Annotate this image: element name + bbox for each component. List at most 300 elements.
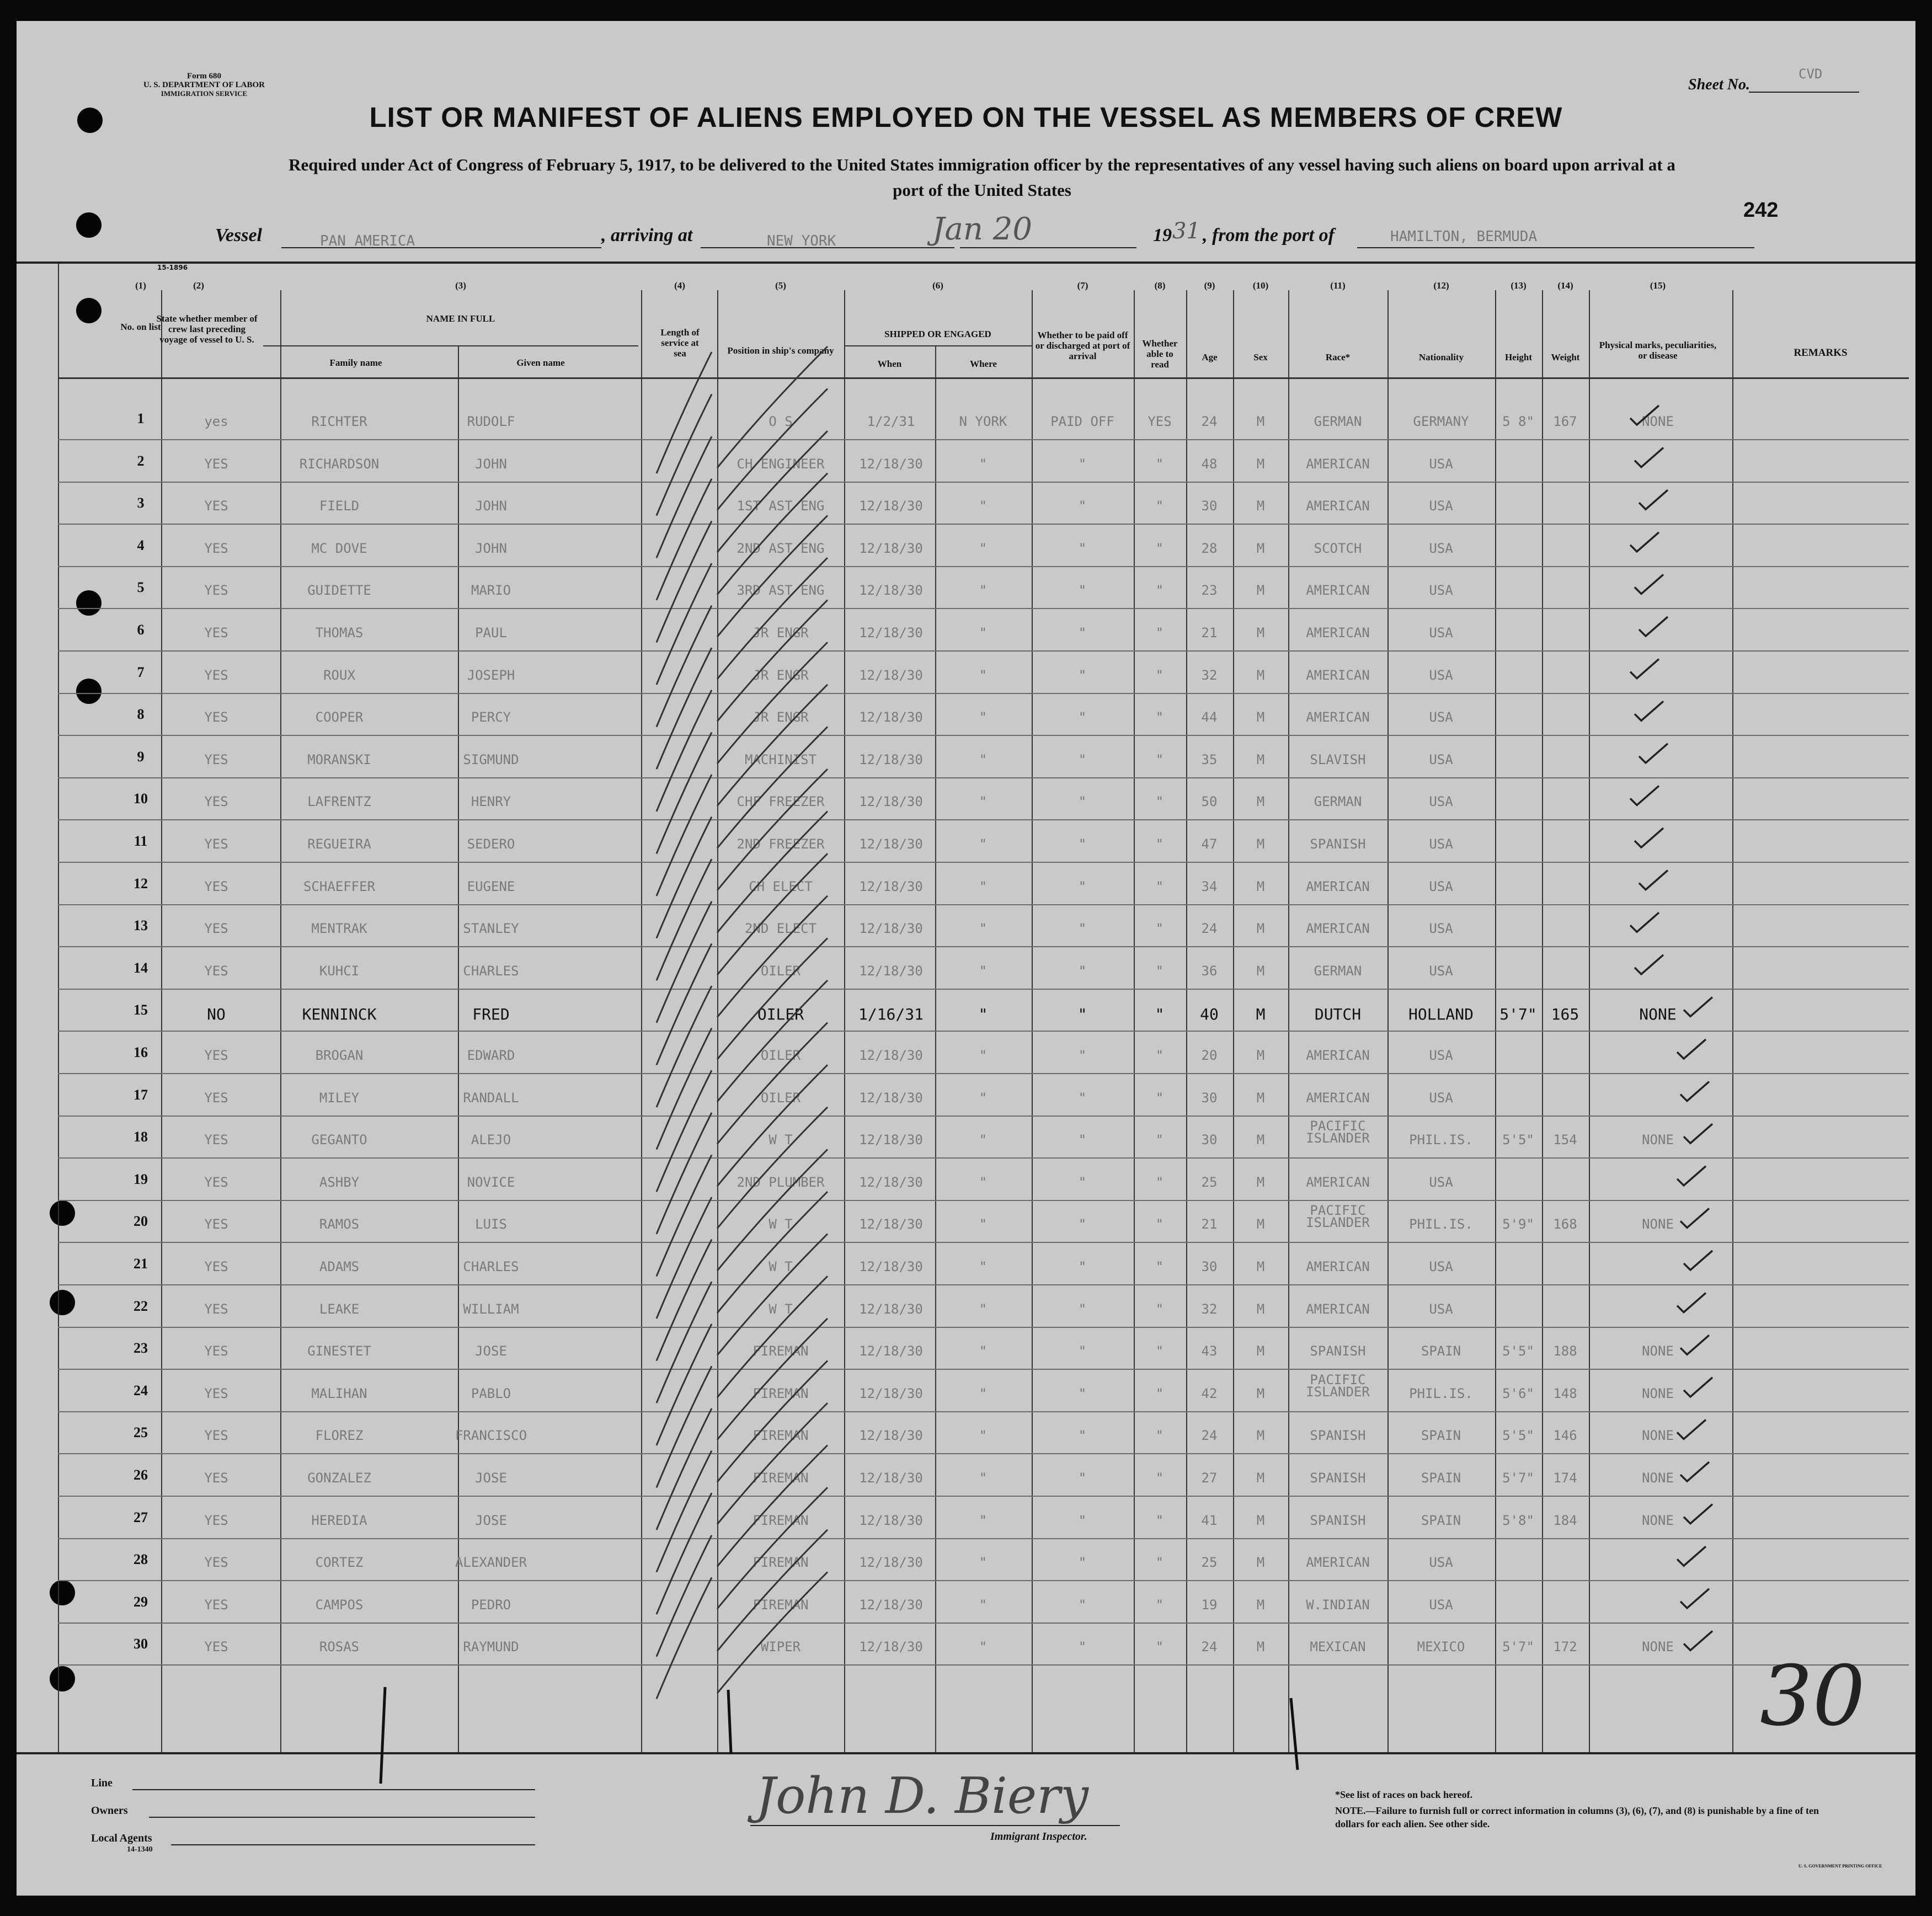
col5-label: Position in ship's company <box>727 345 834 356</box>
state-cell: YES <box>204 1597 228 1613</box>
family-name-cell: ASHBY <box>319 1174 360 1190</box>
owners-underline <box>149 1817 535 1818</box>
family-name-cell: MALIHAN <box>311 1385 367 1401</box>
state-cell: YES <box>204 1090 228 1106</box>
able-to-read-cell: " <box>1155 1470 1164 1486</box>
able-to-read-cell: " <box>1155 667 1164 683</box>
weight-cell: 184 <box>1553 1512 1577 1528</box>
nationality-cell: USA <box>1429 583 1453 599</box>
shipped-when-cell: 12/18/30 <box>859 1174 923 1190</box>
age-cell: 21 <box>1201 1216 1218 1232</box>
paid-off-cell: " <box>1078 1555 1087 1571</box>
row-number: 22 <box>134 1298 148 1314</box>
check-mark <box>1677 1039 1706 1059</box>
race-cell: AMERICAN <box>1306 1048 1370 1063</box>
position-cell: CHF FREEZER <box>736 794 825 810</box>
year-prefix: 19 <box>1153 225 1172 245</box>
given-name-cell: ALEXANDER <box>455 1555 527 1571</box>
year-suffix: 31 <box>1172 218 1200 244</box>
sex-cell: M <box>1256 836 1265 852</box>
given-name-cell: JOHN <box>475 540 507 556</box>
sex-cell: M <box>1256 1301 1265 1317</box>
manifest-sheet <box>17 21 1915 1896</box>
paid-off-cell: " <box>1078 836 1087 852</box>
agents-code: 14-1340 <box>127 1845 153 1854</box>
given-name-cell: CHARLES <box>463 1259 519 1274</box>
page-number: 242 <box>1743 199 1779 222</box>
physical-marks-cell: NONE <box>1642 1512 1674 1528</box>
race-cell: SPANISH <box>1310 1428 1366 1444</box>
race-cell: SPANISH <box>1310 836 1366 852</box>
paid-off-cell: " <box>1078 1259 1087 1274</box>
col15-number: (15) <box>1650 280 1666 291</box>
paid-off-cell: " <box>1078 1343 1087 1359</box>
nationality-cell: USA <box>1429 1555 1453 1571</box>
race-cell: AMERICAN <box>1306 878 1370 894</box>
state-cell: YES <box>204 709 228 725</box>
shipped-when-cell: 12/18/30 <box>859 1385 923 1401</box>
shipped-where-cell: " <box>979 836 988 852</box>
family-name-cell: THOMAS <box>315 625 364 641</box>
race-cell: GERMAN <box>1314 794 1362 810</box>
physical-marks-cell: NONE <box>1642 1132 1674 1148</box>
height-cell: 5'5" <box>1502 1132 1534 1148</box>
age-cell: 43 <box>1201 1343 1218 1359</box>
sex-cell: M <box>1256 1259 1265 1274</box>
sex-cell: M <box>1256 1216 1265 1232</box>
position-cell: 2ND PLUMBER <box>736 1174 825 1190</box>
able-to-read-cell: " <box>1155 583 1164 599</box>
age-cell: 32 <box>1201 1301 1218 1317</box>
shipped-where-cell: " <box>979 1343 988 1359</box>
state-cell: YES <box>204 1301 228 1317</box>
physical-marks-cell: NONE <box>1642 1470 1674 1486</box>
tally-mark <box>728 1690 731 1753</box>
shipped-where-cell: " <box>979 1385 988 1401</box>
col3-label: NAME IN FULL <box>426 313 495 324</box>
total-count: 30 <box>1760 1648 1865 1744</box>
height-cell: 5'8" <box>1502 1512 1534 1528</box>
sex-cell: M <box>1256 1174 1265 1190</box>
able-to-read-cell: " <box>1155 1174 1164 1190</box>
shipped-when-cell: 12/18/30 <box>859 1048 923 1063</box>
position-cell: FIREMAN <box>752 1385 809 1401</box>
family-name-cell: MILEY <box>319 1090 360 1106</box>
nationality-cell: USA <box>1429 625 1453 641</box>
position-cell: JR ENGR <box>752 667 809 683</box>
row-number: 26 <box>134 1467 148 1483</box>
race-cell: AMERICAN <box>1306 625 1370 641</box>
family-name-cell: RICHTER <box>311 414 367 429</box>
position-cell: CH ENGINEER <box>736 456 825 472</box>
nationality-cell: USA <box>1429 456 1453 472</box>
position-cell: FIREMAN <box>752 1597 809 1613</box>
row-number: 29 <box>134 1593 148 1610</box>
check-mark <box>1635 955 1663 974</box>
nationality-cell: SPAIN <box>1421 1343 1461 1359</box>
height-cell: 5'5" <box>1502 1343 1534 1359</box>
position-cell: OILER <box>760 1048 801 1063</box>
shipped-where-cell: N YORK <box>959 414 1007 429</box>
sex-cell: M <box>1256 414 1265 429</box>
col4-number: (4) <box>674 280 685 291</box>
arrival-date: Jan 20 <box>932 211 1032 247</box>
paid-off-cell: " <box>1078 1301 1087 1317</box>
page-title: LIST OR MANIFEST OF ALIENS EMPLOYED ON THE VESSEL AS MEMBERS OF CREW <box>369 102 1563 133</box>
row-number: 2 <box>137 452 145 469</box>
arriving-port: NEW YORK <box>767 233 836 249</box>
able-to-read-cell: " <box>1155 836 1164 852</box>
age-cell: 50 <box>1201 794 1218 810</box>
able-to-read-cell: " <box>1155 751 1164 767</box>
family-name-cell: MENTRAK <box>311 921 367 937</box>
state-cell: YES <box>204 625 228 641</box>
shipped-where-cell: " <box>979 1216 988 1232</box>
paid-off-cell: " <box>1078 751 1087 767</box>
nationality-cell: USA <box>1429 878 1453 894</box>
position-cell: JR ENGR <box>752 625 809 641</box>
race-cell: AMERICAN <box>1306 1301 1370 1317</box>
state-cell: YES <box>204 498 228 514</box>
family-name-cell: GUIDETTE <box>307 583 371 599</box>
paid-off-cell: PAID OFF <box>1050 414 1114 429</box>
able-to-read-cell: " <box>1155 1216 1164 1232</box>
check-mark <box>1635 828 1663 847</box>
check-mark <box>1677 1293 1706 1312</box>
race-cell: AMERICAN <box>1306 921 1370 937</box>
position-cell: OILER <box>760 963 801 979</box>
nationality-cell: USA <box>1429 1048 1453 1063</box>
shipped-where-cell: " <box>979 709 988 725</box>
row-number: 4 <box>137 537 145 553</box>
col11-label: Race* <box>1325 352 1351 362</box>
shipped-when-cell: 12/18/30 <box>859 1216 923 1232</box>
able-to-read-cell: " <box>1155 1090 1164 1106</box>
check-mark <box>1680 1082 1709 1101</box>
shipped-when-cell: 12/18/30 <box>859 583 923 599</box>
col2-number: (2) <box>193 280 204 291</box>
physical-marks-cell: NONE <box>1642 1216 1674 1232</box>
shipped-when-cell: 12/18/30 <box>859 1597 923 1613</box>
row-number: 3 <box>137 495 145 511</box>
state-cell: YES <box>204 1639 228 1655</box>
given-name-cell: STANLEY <box>463 921 519 937</box>
tally-mark <box>381 1687 385 1784</box>
sex-cell: M <box>1256 1048 1265 1063</box>
family-name-cell: MC DOVE <box>311 540 367 556</box>
state-cell: YES <box>204 583 228 599</box>
weight-cell: 174 <box>1553 1470 1577 1486</box>
position-cell: 2ND ELECT <box>744 921 817 937</box>
family-name-cell: RICHARDSON <box>299 456 380 472</box>
age-cell: 24 <box>1201 414 1218 429</box>
when-header: When <box>877 359 902 369</box>
row-number: 8 <box>137 706 145 723</box>
paid-off-cell: " <box>1078 1428 1087 1444</box>
shipped-when-cell: 12/18/30 <box>859 1132 923 1148</box>
shipped-where-cell: " <box>979 583 988 599</box>
paid-off-cell: " <box>1078 963 1087 979</box>
position-cell: FIREMAN <box>752 1555 809 1571</box>
given-name-cell: JOHN <box>475 456 507 472</box>
able-to-read-cell: " <box>1155 625 1164 641</box>
owners-label: Owners <box>91 1805 128 1817</box>
paid-off-cell: " <box>1078 1512 1087 1528</box>
check-mark <box>1684 1504 1712 1524</box>
shipped-where-cell: " <box>979 1174 988 1190</box>
race-cell: AMERICAN <box>1306 1259 1370 1274</box>
shipped-where-cell: " <box>979 1639 988 1655</box>
able-to-read-cell: " <box>1155 1555 1164 1571</box>
weight-cell: 172 <box>1553 1639 1577 1655</box>
shipped-where-cell: " <box>979 1090 988 1106</box>
position-cell: O S <box>768 414 793 429</box>
state-cell: NO <box>207 1005 226 1024</box>
row-number: 16 <box>134 1044 148 1060</box>
from-port: HAMILTON, BERMUDA <box>1390 228 1538 245</box>
given-name-cell: SIGMUND <box>463 751 519 767</box>
given-name-cell: PABLO <box>471 1385 511 1401</box>
position-cell: MACHINIST <box>744 751 817 767</box>
check-mark <box>1680 1208 1709 1227</box>
form-service: IMMIGRATION SERVICE <box>161 89 248 98</box>
paid-off-cell: " <box>1078 878 1087 894</box>
family-name-cell: LEAKE <box>319 1301 360 1317</box>
given-name-cell: PAUL <box>475 625 507 641</box>
col12-number: (12) <box>1433 280 1449 291</box>
shipped-when-cell: 12/18/30 <box>859 667 923 683</box>
able-to-read-cell: " <box>1155 1048 1164 1063</box>
able-to-read-cell: YES <box>1148 414 1172 429</box>
family-name-cell: REGUEIRA <box>307 836 371 852</box>
nationality-cell: USA <box>1429 498 1453 514</box>
able-to-read-cell: " <box>1155 498 1164 514</box>
able-to-read-cell: " <box>1155 709 1164 725</box>
family-name-header: Family name <box>329 357 382 368</box>
sex-cell: M <box>1256 583 1265 599</box>
row-number: 20 <box>134 1213 148 1230</box>
form-code: 15-1896 <box>157 264 188 271</box>
shipped-when-cell: 1/2/31 <box>867 414 915 429</box>
able-to-read-cell: " <box>1155 963 1164 979</box>
remarks-header: REMARKS <box>1794 347 1848 359</box>
age-cell: 34 <box>1201 878 1218 894</box>
row-number: 5 <box>137 579 145 596</box>
col11-number: (11) <box>1330 280 1346 291</box>
family-name-cell: CAMPOS <box>315 1597 364 1613</box>
state-cell: YES <box>204 1555 228 1571</box>
nationality-cell: SPAIN <box>1421 1470 1461 1486</box>
family-name-cell: ADAMS <box>319 1259 360 1274</box>
shipped-where-cell: " <box>979 498 988 514</box>
nationality-cell: USA <box>1429 1090 1453 1106</box>
check-mark <box>1677 1546 1706 1566</box>
shipped-when-cell: 12/18/30 <box>859 794 923 810</box>
col1-number: (1) <box>135 280 146 291</box>
shipped-when-cell: 12/18/30 <box>859 1090 923 1106</box>
age-cell: 24 <box>1201 1428 1218 1444</box>
row-number: 15 <box>134 1002 148 1018</box>
shipped-when-cell: 12/18/30 <box>859 1259 923 1274</box>
nationality-cell: HOLLAND <box>1408 1005 1474 1024</box>
sex-cell: M <box>1256 963 1265 979</box>
position-cell: FIREMAN <box>752 1428 809 1444</box>
race-cell: PACIFIC ISLANDER <box>1306 1203 1370 1231</box>
weight-cell: 148 <box>1553 1385 1577 1401</box>
col13-number: (13) <box>1511 280 1527 291</box>
col14-number: (14) <box>1557 280 1573 291</box>
age-cell: 44 <box>1201 709 1218 725</box>
able-to-read-cell: " <box>1155 1639 1164 1655</box>
paid-off-cell: " <box>1078 1470 1087 1486</box>
row-number: 30 <box>134 1636 148 1652</box>
sheet-value: CVD <box>1798 66 1823 82</box>
sex-cell: M <box>1256 921 1265 937</box>
col1-label: No. on list <box>120 322 161 332</box>
race-cell: AMERICAN <box>1306 667 1370 683</box>
paid-off-cell: " <box>1078 1132 1087 1148</box>
race-cell: DUTCH <box>1314 1005 1362 1024</box>
shipped-when-cell: 12/18/30 <box>859 1555 923 1571</box>
family-name-cell: KENNINCK <box>302 1005 377 1024</box>
agents-underline <box>171 1844 535 1845</box>
row-number: 28 <box>134 1551 148 1568</box>
race-cell: W.INDIAN <box>1306 1597 1370 1613</box>
row-number: 17 <box>134 1086 148 1103</box>
penalty-note: NOTE.—Failure to furnish full or correct information in columns (3), (6), (7), and (8) is punishable by a fine of ten dollars for each alien. See other side. <box>1335 1805 1819 1829</box>
check-mark <box>1680 1462 1709 1481</box>
nationality-cell: USA <box>1429 921 1453 937</box>
family-name-cell: RAMOS <box>319 1216 360 1232</box>
height-cell: 5'7" <box>1499 1005 1537 1024</box>
race-cell: PACIFIC ISLANDER <box>1306 1371 1370 1400</box>
paid-off-cell: " <box>1078 1385 1087 1401</box>
given-name-cell: PERCY <box>471 709 511 725</box>
row-number: 11 <box>134 833 148 849</box>
pen-marks <box>17 21 1915 1896</box>
shipped-when-cell: 12/18/30 <box>859 751 923 767</box>
height-cell: 5'9" <box>1502 1216 1534 1232</box>
family-name-cell: ROSAS <box>319 1639 360 1655</box>
position-cell: W T <box>768 1216 793 1232</box>
age-cell: 30 <box>1201 1259 1218 1274</box>
state-cell: YES <box>204 1048 228 1063</box>
col5-number: (5) <box>775 280 786 291</box>
row-number: 9 <box>137 748 145 765</box>
col14-label: Weight <box>1551 352 1580 362</box>
sex-cell: M <box>1256 1555 1265 1571</box>
nationality-cell: USA <box>1429 751 1453 767</box>
row-number: 13 <box>134 917 148 934</box>
sex-cell: M <box>1256 1385 1265 1401</box>
sex-cell: M <box>1256 1512 1265 1528</box>
shipped-when-cell: 12/18/30 <box>859 836 923 852</box>
position-cell: JR ENGR <box>752 709 809 725</box>
paid-off-cell: " <box>1078 456 1087 472</box>
paid-off-cell: " <box>1078 1174 1087 1190</box>
shipped-where-cell: " <box>979 456 988 472</box>
family-name-cell: SCHAEFFER <box>303 878 376 894</box>
height-cell: 5'6" <box>1502 1385 1534 1401</box>
race-cell: AMERICAN <box>1306 1090 1370 1106</box>
nationality-cell: USA <box>1429 836 1453 852</box>
shipped-where-cell: " <box>979 794 988 810</box>
col8-number: (8) <box>1154 280 1166 291</box>
race-cell: AMERICAN <box>1306 709 1370 725</box>
given-name-cell: JOSE <box>475 1470 507 1486</box>
col4-label: Length of service at sea <box>660 327 700 359</box>
shipped-when-cell: 12/18/30 <box>859 963 923 979</box>
check-mark <box>1630 912 1659 932</box>
shipped-where-cell: " <box>979 1132 988 1148</box>
col6-number: (6) <box>932 280 943 291</box>
tally-mark <box>1291 1698 1298 1770</box>
age-cell: 32 <box>1201 667 1218 683</box>
state-cell: YES <box>204 1216 228 1232</box>
physical-marks-cell: NONE <box>1639 1005 1677 1024</box>
given-name-cell: FRANCISCO <box>455 1428 527 1444</box>
given-name-cell: WILLIAM <box>463 1301 519 1317</box>
able-to-read-cell: " <box>1155 794 1164 810</box>
sex-cell: M <box>1256 1005 1266 1024</box>
row-number: 25 <box>134 1424 148 1441</box>
check-mark <box>1684 1251 1712 1270</box>
sex-cell: M <box>1256 1639 1265 1655</box>
shipped-when-cell: 12/18/30 <box>859 625 923 641</box>
position-cell: 3RD AST ENG <box>736 583 825 599</box>
check-mark <box>1677 1419 1706 1439</box>
check-mark <box>1680 1335 1709 1354</box>
race-cell: SPANISH <box>1310 1512 1366 1528</box>
age-cell: 24 <box>1201 921 1218 937</box>
family-name-cell: LAFRENTZ <box>307 794 371 810</box>
family-name-cell: FLOREZ <box>315 1428 364 1444</box>
pen-slash <box>717 389 828 510</box>
shipped-when-cell: 12/18/30 <box>859 1343 923 1359</box>
sex-cell: M <box>1256 1428 1265 1444</box>
shipped-when-cell: 12/18/30 <box>859 709 923 725</box>
shipped-when-cell: 12/18/30 <box>859 1512 923 1528</box>
weight-cell: 165 <box>1551 1005 1579 1024</box>
col10-label: Sex <box>1253 352 1268 362</box>
check-mark <box>1630 405 1659 425</box>
age-cell: 24 <box>1201 1639 1218 1655</box>
nationality-cell: USA <box>1429 794 1453 810</box>
row-number: 23 <box>134 1340 148 1357</box>
col10-number: (10) <box>1252 280 1269 291</box>
race-cell: GERMAN <box>1314 963 1362 979</box>
state-cell: YES <box>204 751 228 767</box>
shipped-where-cell: " <box>979 1301 988 1317</box>
family-name-cell: COOPER <box>315 709 364 725</box>
family-name-cell: BROGAN <box>315 1048 364 1063</box>
race-cell: AMERICAN <box>1306 583 1370 599</box>
age-cell: 47 <box>1201 836 1218 852</box>
sex-cell: M <box>1256 1597 1265 1613</box>
nationality-cell: MEXICO <box>1417 1639 1465 1655</box>
nationality-cell: USA <box>1429 540 1453 556</box>
age-cell: 36 <box>1201 963 1218 979</box>
age-cell: 30 <box>1201 1132 1218 1148</box>
age-cell: 48 <box>1201 456 1218 472</box>
col7-label: Whether to be paid off or discharged at port of arrival <box>1035 330 1130 361</box>
position-cell: OILER <box>760 1090 801 1106</box>
col3-number: (3) <box>455 280 466 291</box>
shipped-where-cell: " <box>979 667 988 683</box>
sex-cell: M <box>1256 456 1265 472</box>
sex-cell: M <box>1256 625 1265 641</box>
from-label: , from the port of <box>1203 225 1335 245</box>
